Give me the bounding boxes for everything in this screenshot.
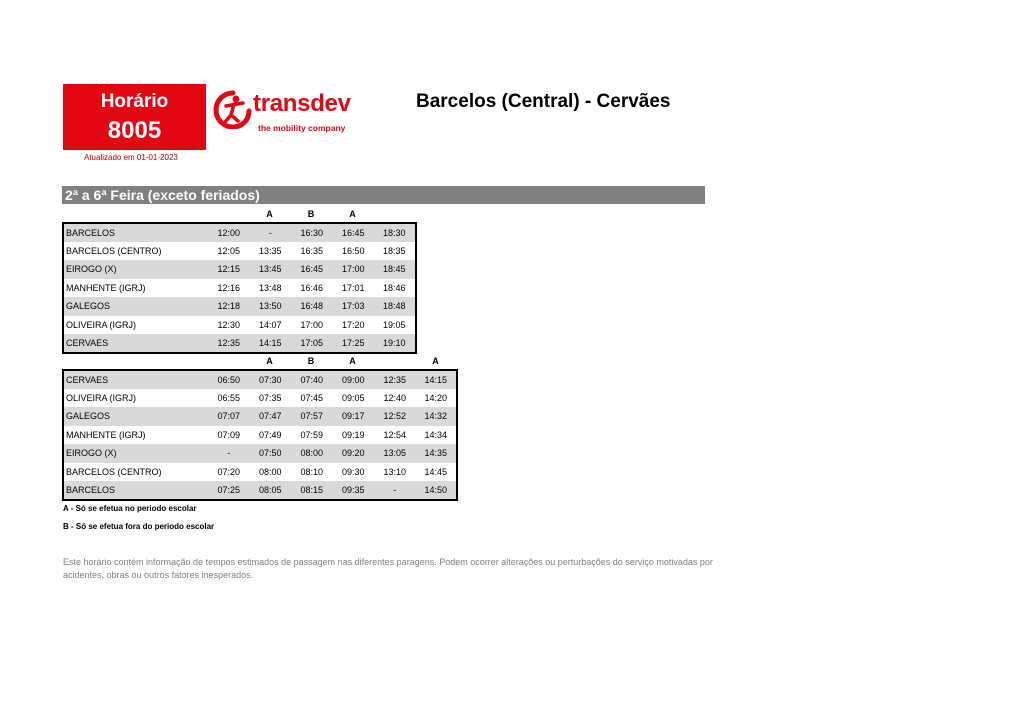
logo-brand: transdev (253, 90, 351, 117)
departure-time: 08:00 (291, 444, 333, 463)
departure-time: 07:57 (291, 407, 333, 426)
runner-icon (213, 89, 253, 129)
departure-time: 19:05 (382, 319, 406, 330)
departure-time: 07:47 (250, 407, 292, 426)
route-title: Barcelos (Central) - Cervães (416, 91, 671, 112)
stop-name: OLIVEIRA (IGRJ) (66, 392, 137, 403)
table-row (63, 334, 416, 353)
table-row (63, 279, 416, 298)
table-row (63, 297, 416, 316)
departure-time: 07:25 (208, 481, 250, 500)
departure-time: 08:00 (258, 466, 282, 477)
stop-name: MANHENTE (IGRJ) (66, 429, 146, 440)
departure-time: 17:05 (291, 334, 333, 353)
departure-time: 13:50 (250, 297, 292, 316)
departure-time: 17:03 (333, 297, 375, 316)
departure-time: 13:10 (383, 466, 407, 477)
stop-name: EIROGO (X) (63, 444, 208, 463)
stop-name: MANHENTE (IGRJ) (66, 282, 146, 293)
departure-time: 14:50 (416, 481, 458, 500)
departure-time: 12:54 (383, 429, 407, 440)
departure-time: 07:07 (208, 407, 250, 426)
stop-name: BARCELOS (CENTRO) (66, 245, 162, 256)
departure-time: 08:05 (250, 481, 292, 500)
table-row (63, 389, 457, 408)
departure-time: - (374, 481, 416, 500)
departure-time: 14:07 (258, 319, 282, 330)
trip-note: A (349, 356, 356, 366)
legend-b: B - Só se efetua fora do periodo escolar (63, 522, 215, 531)
stop-name: EIROGO (X) (63, 260, 208, 279)
table-row (63, 370, 457, 389)
departure-time: 12:35 (208, 334, 250, 353)
departure-time: 12:52 (374, 407, 416, 426)
departure-time: 12:15 (208, 260, 250, 279)
departure-time: 17:20 (341, 319, 365, 330)
stop-name: BARCELOS (63, 223, 208, 242)
departure-time: 13:05 (374, 444, 416, 463)
line-number: 8005 (107, 117, 162, 144)
departure-time: 12:18 (208, 297, 250, 316)
trip-note: A (266, 356, 273, 366)
departure-time: 18:30 (374, 223, 416, 242)
departure-time: 06:55 (217, 392, 241, 403)
departure-time: 14:32 (416, 407, 458, 426)
departure-time: 16:50 (341, 245, 365, 256)
stop-name: BARCELOS (63, 481, 208, 500)
table-row (63, 444, 457, 463)
transdev-logo (213, 89, 353, 139)
departure-time: 06:50 (208, 370, 250, 389)
departure-time: 07:59 (300, 429, 324, 440)
departure-time: 16:48 (291, 297, 333, 316)
departure-time: 14:45 (424, 466, 448, 477)
departure-time: 14:20 (424, 392, 448, 403)
departure-time: 07:35 (258, 392, 282, 403)
table-row (63, 407, 457, 426)
inbound-notes (207, 354, 459, 368)
departure-time: 16:46 (300, 282, 324, 293)
legend-a: A - Só se efetua no periodo escolar (63, 504, 197, 513)
table-row (63, 426, 457, 445)
trip-note: B (307, 209, 315, 219)
departure-time: 13:45 (250, 260, 292, 279)
departure-time: 07:50 (250, 444, 292, 463)
departure-time: 12:05 (217, 245, 241, 256)
departure-time: 12:35 (374, 370, 416, 389)
trip-note: B (307, 356, 315, 366)
outbound-timetable (62, 222, 417, 354)
stop-name: CERVAES (63, 370, 208, 389)
departure-time: 12:40 (383, 392, 407, 403)
departure-time: 18:48 (374, 297, 416, 316)
stop-name: GALEGOS (63, 297, 208, 316)
trip-note: A (349, 209, 356, 219)
departure-time: 16:45 (333, 223, 375, 242)
departure-time: 17:00 (333, 260, 375, 279)
departure-time: 09:17 (333, 407, 375, 426)
departure-time: 19:10 (374, 334, 416, 353)
stop-name: OLIVEIRA (IGRJ) (66, 319, 137, 330)
departure-time: 16:30 (291, 223, 333, 242)
departure-time: - (208, 444, 250, 463)
logo-tagline: the mobility company (258, 123, 346, 133)
trip-note: A (432, 356, 439, 366)
departure-time: 18:45 (374, 260, 416, 279)
departure-time: 17:01 (341, 282, 365, 293)
departure-time: 12:00 (208, 223, 250, 242)
stop-name: CERVAES (63, 334, 208, 353)
departure-time: 07:09 (217, 429, 241, 440)
departure-time: 12:30 (217, 319, 241, 330)
departure-time: 12:16 (217, 282, 241, 293)
line-badge (63, 84, 206, 150)
outbound-notes (207, 207, 417, 221)
table-row (63, 463, 457, 482)
departure-time: 17:25 (333, 334, 375, 353)
table-row (63, 242, 416, 261)
departure-time: 07:40 (291, 370, 333, 389)
badge-label: Horário (100, 91, 169, 112)
departure-time: 07:20 (217, 466, 241, 477)
departure-time: 16:35 (300, 245, 324, 256)
stop-name: GALEGOS (63, 407, 208, 426)
updated-date: Atualizado em 01-01-2023 (84, 153, 178, 162)
day-header: 2ª a 6ª Feira (exceto feriados) (62, 186, 705, 204)
departure-time: 09:19 (341, 429, 365, 440)
departure-time: - (250, 223, 292, 242)
departure-time: 18:46 (382, 282, 406, 293)
departure-time: 08:10 (300, 466, 324, 477)
departure-time: 17:00 (300, 319, 324, 330)
departure-time: 13:48 (258, 282, 282, 293)
table-row (63, 260, 416, 279)
disclaimer: Este horário contém informação de tempos estimados de passagem nas diferentes paragens. Podem ocorrer alterações ou perturbações do serviço motivadas por acidentes, obras ou outros fatores inesperados. (63, 557, 713, 580)
table-row (63, 316, 416, 335)
stop-name: BARCELOS (CENTRO) (66, 466, 162, 477)
table-row (63, 481, 457, 500)
departure-time: 07:49 (258, 429, 282, 440)
departure-time: 16:45 (291, 260, 333, 279)
departure-time: 07:30 (250, 370, 292, 389)
departure-time: 14:15 (416, 370, 458, 389)
departure-time: 14:34 (424, 429, 448, 440)
departure-time: 18:35 (382, 245, 406, 256)
trip-note: A (266, 209, 273, 219)
departure-time: 14:15 (250, 334, 292, 353)
departure-time: 09:05 (341, 392, 365, 403)
table-row (63, 223, 416, 242)
departure-time: 08:15 (291, 481, 333, 500)
departure-time: 09:30 (341, 466, 365, 477)
inbound-timetable (62, 369, 458, 501)
departure-time: 09:20 (333, 444, 375, 463)
departure-time: 09:35 (333, 481, 375, 500)
departure-time: 09:00 (333, 370, 375, 389)
departure-time: 07:45 (300, 392, 324, 403)
departure-time: 13:35 (258, 245, 282, 256)
departure-time: 14:35 (416, 444, 458, 463)
